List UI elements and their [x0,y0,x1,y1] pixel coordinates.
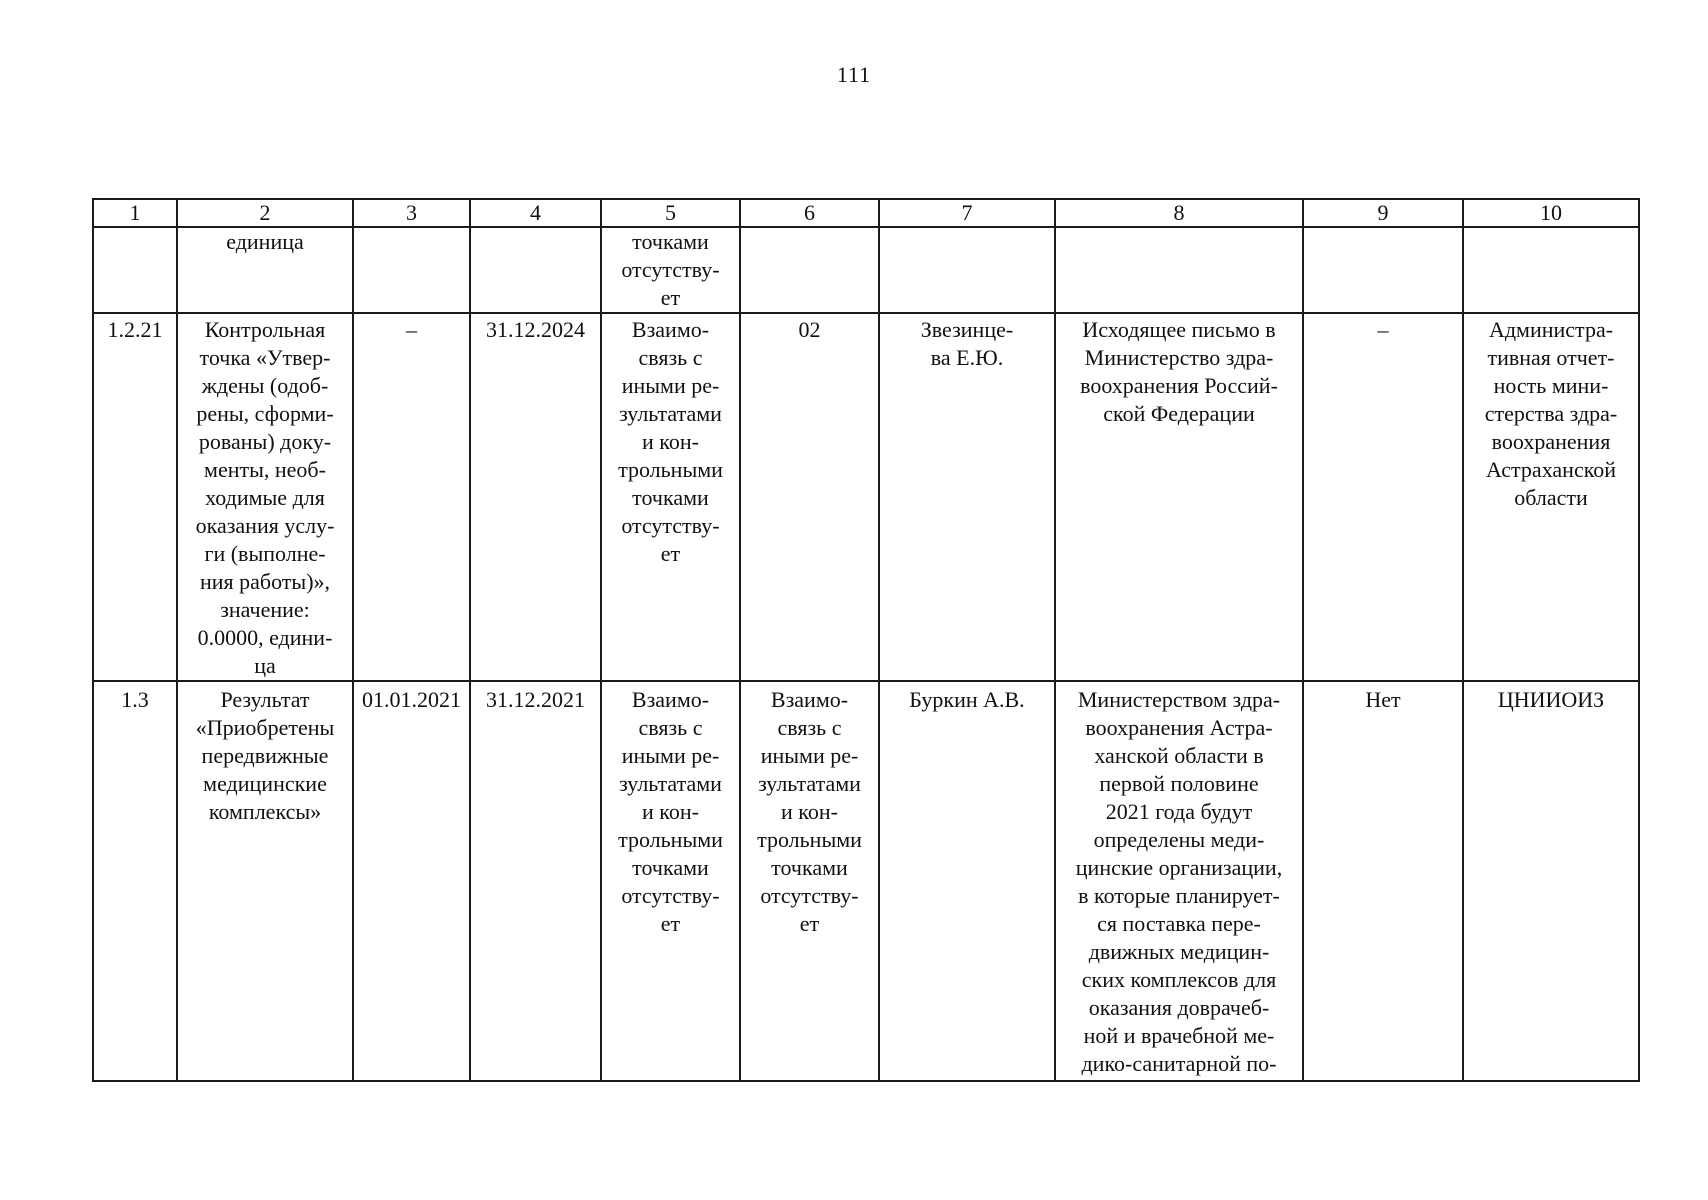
column-header: 9 [1303,199,1463,227]
column-header: 5 [601,199,740,227]
column-header: 6 [740,199,879,227]
column-header: 10 [1463,199,1639,227]
relation-cell: Взаимо- связь с иными ре- зультатами и кон- трольными точками отсутству- ет [601,681,740,1081]
end-date-cell: 31.12.2021 [470,681,601,1081]
flag-cell: – [1303,313,1463,681]
column-header: 1 [93,199,177,227]
source-cell [1463,227,1639,313]
row-number-cell: 1.3 [93,681,177,1081]
end-date-cell: 31.12.2024 [470,313,601,681]
source-cell: ЦНИИОИЗ [1463,681,1639,1081]
plan-table [92,198,1640,1082]
start-date-cell [353,227,470,313]
start-date-cell: 01.01.2021 [353,681,470,1081]
relation-cell: точками отсутству- ет [601,227,740,313]
relation-cell: Взаимо- связь с иными ре- зультатами и кон- трольными точками отсутству- ет [740,681,879,1081]
page-number: 111 [836,62,872,87]
table-row [93,681,1639,1081]
end-date-cell [470,227,601,313]
name-cell: Результат «Приобретены передвижные медицинские комплексы» [177,681,353,1081]
relation-cell: Взаимо- связь с иными ре- зультатами и кон- трольными точками отсутству- ет [601,313,740,681]
responsible-cell: Буркин А.В. [879,681,1055,1081]
column-header: 8 [1055,199,1303,227]
column-header: 7 [879,199,1055,227]
row-number-cell [93,227,177,313]
responsible-cell [879,227,1055,313]
responsible-cell: Звезинце- ва Е.Ю. [879,313,1055,681]
relation-cell [740,227,879,313]
column-header: 3 [353,199,470,227]
column-header: 2 [177,199,353,227]
flag-cell [1303,227,1463,313]
description-cell: Исходящее письмо в Министерство здра- воохранения Россий- ской Федерации [1055,313,1303,681]
header-row [93,199,1639,227]
name-cell: Контрольная точка «Утвер- ждены (одоб- рены, сформи- рованы) доку- менты, необ- ходимые для оказания услу- ги (выполне- ния работы)», значение: 0.0000, едини- ца [177,313,353,681]
start-date-cell: – [353,313,470,681]
table-row [93,313,1639,681]
name-cell: единица [177,227,353,313]
row-number-cell: 1.2.21 [93,313,177,681]
description-cell: Министерством здра- воохранения Астра- ханской области в первой половине 2021 года будут определены меди- цинские организации, в которые планирует- ся поставка пере- движных медицин- ских комплексов для оказания доврачеб- ной и врачебной ме- дико-санитарной по- [1055,681,1303,1081]
table-row [93,227,1639,313]
relation-cell: 02 [740,313,879,681]
column-header: 4 [470,199,601,227]
source-cell: Администра- тивная отчет- ность мини- стерства здра- воохранения Астраханской области [1463,313,1639,681]
description-cell [1055,227,1303,313]
flag-cell: Нет [1303,681,1463,1081]
